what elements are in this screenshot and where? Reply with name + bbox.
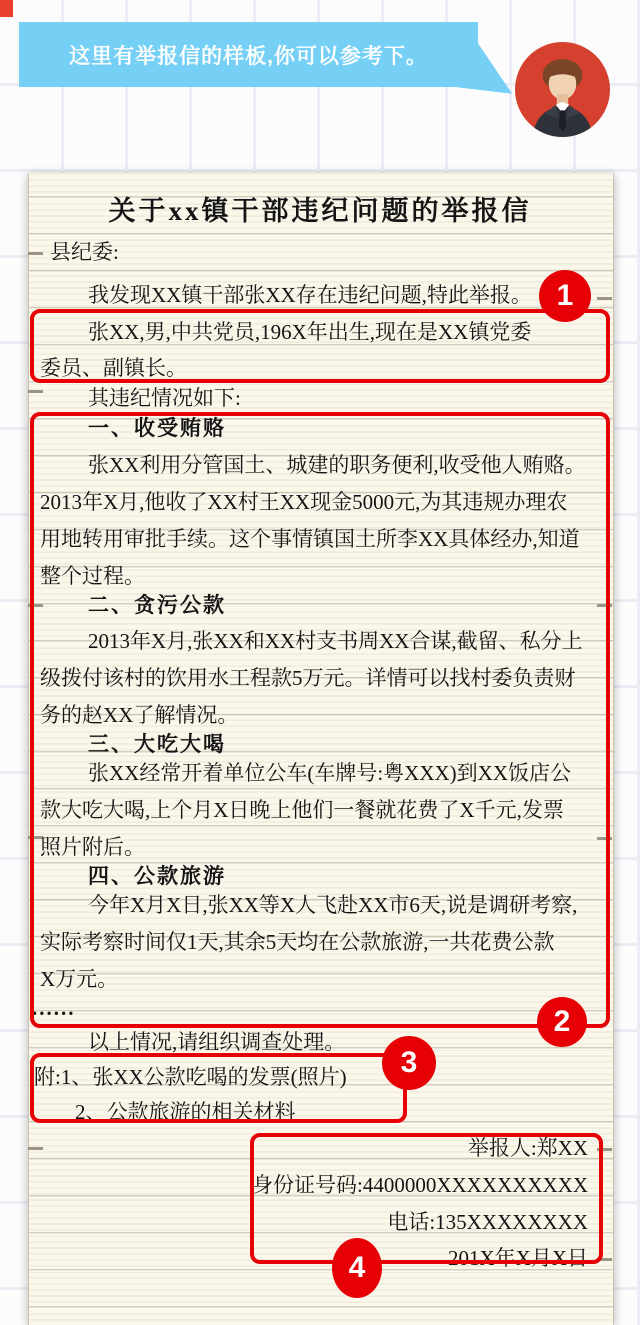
letter-line: 2013年X月,他收了XX村王XX现金5000元,为其违规办理农	[40, 490, 568, 514]
letter-line: 其违纪情况如下:	[88, 386, 241, 410]
letter-line: 张XX,男,中共党员,196X年出生,现在是XX镇党委	[88, 320, 532, 344]
letter-line: 举报人:郑XX	[467, 1136, 588, 1160]
letter-line: 四、公款旅游	[88, 864, 226, 888]
letter-line: 2、公款旅游的相关材料	[75, 1100, 296, 1124]
highlight-box-2	[30, 412, 610, 1028]
letter-line: 张XX经常开着单位公车(车牌号:粤XXX)到XX饭店公	[88, 761, 571, 785]
letter-line: 款大吃大喝,上个月X日晚上他们一餐就花费了X千元,发票	[40, 798, 564, 822]
highlight-box-4	[250, 1133, 603, 1264]
letter-line: 整个过程。	[40, 564, 145, 588]
letter-line: 照片附后。	[40, 835, 145, 859]
letter-line: 附:1、张XX公款吃喝的发票(照片)	[34, 1065, 347, 1089]
letter-line: 委员、副镇长。	[40, 356, 187, 380]
letter-line: 201X年X月X日	[448, 1246, 588, 1270]
man-avatar-icon	[515, 42, 610, 137]
letter-line: 电话:135XXXXXXXX	[387, 1210, 588, 1234]
letter-line: 务的赵XX了解情况。	[40, 703, 239, 727]
letter-line: ......	[32, 996, 76, 1020]
letter-line: 以上情况,请组织调查处理。	[88, 1030, 346, 1054]
step-marker-2: 2	[537, 997, 587, 1047]
letter-line: 二、贪污公款	[88, 593, 226, 617]
paper-edge-dash	[597, 297, 612, 300]
highlight-box-1	[30, 309, 610, 383]
letter-line: 我发现XX镇干部张XX存在违纪问题,特此举报。	[88, 283, 532, 307]
letter-line: 一、收受贿赂	[88, 416, 226, 440]
letter-line: 实际考察时间仅1天,其余5天均在公款旅游,一共花费公款	[40, 930, 555, 954]
letter-line: 用地转用审批手续。这个事情镇国土所李XX具体经办,知道	[40, 527, 580, 551]
letter-line: 2013年X月,张XX和XX村支书周XX合谋,截留、私分上	[88, 629, 583, 653]
paper-edge-dash	[28, 390, 43, 393]
step-marker-4: 4	[332, 1238, 382, 1298]
paper-edge-dash	[28, 1147, 43, 1150]
step-marker-1: 1	[539, 270, 591, 322]
letter-line: 三、大吃大喝	[88, 732, 226, 756]
speech-bubble-text: 这里有举报信的样板,你可以参考下。	[69, 44, 428, 68]
letter-line: 身份证号码:4400000XXXXXXXXXX	[252, 1173, 588, 1197]
letter-title: 关于xx镇干部违纪问题的举报信	[108, 196, 532, 226]
letter-line: 张XX利用分管国土、城建的职务便利,收受他人贿赂。	[88, 453, 586, 477]
paper-edge-dash	[28, 252, 43, 255]
speech-bubble	[19, 22, 478, 87]
letter-line: X万元。	[40, 967, 119, 991]
step-marker-3: 3	[382, 1036, 436, 1090]
letter-line: 今年X月X日,张XX等X人飞赴XX市6天,说是调研考察,	[88, 893, 578, 917]
letter-line: 级拨付该村的饮用水工程款5万元。详情可以找村委负责财	[40, 666, 576, 690]
corner-mark	[0, 0, 13, 17]
letter-line: 县纪委:	[50, 240, 119, 264]
highlight-box-3	[30, 1053, 407, 1123]
